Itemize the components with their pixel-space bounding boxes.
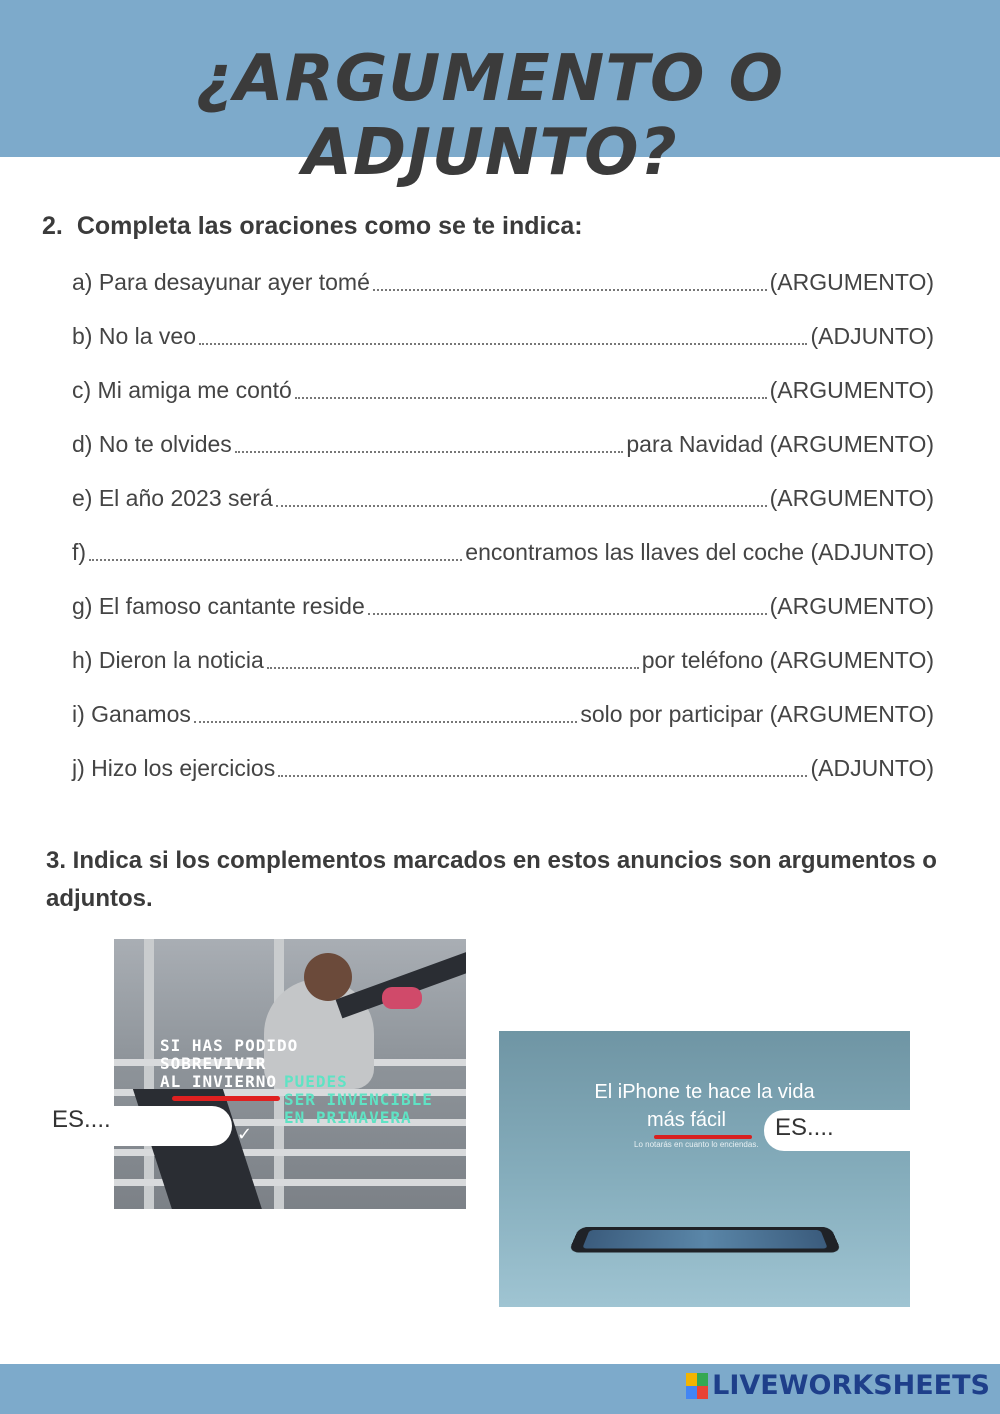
iphone-ad-image (499, 1031, 910, 1307)
answer-blank[interactable] (373, 288, 767, 291)
sentence-start: h) Dieron la noticia (72, 647, 264, 673)
iphone-screen (582, 1230, 828, 1248)
brand-name: LIVEWORKSHEETS (712, 1370, 990, 1401)
question-2-number: 2. (42, 212, 63, 240)
answer-blank[interactable] (194, 720, 578, 723)
nike-teal-text (284, 1073, 433, 1127)
iphone-answer-label: ES.... (775, 1114, 834, 1141)
nike-answer-field[interactable] (104, 1106, 232, 1146)
sentence-item-a (72, 264, 934, 298)
question-2-text: Completa las oraciones como se te indica: (76, 212, 583, 240)
liveworksheets-logo-icon (686, 1373, 708, 1399)
iphone-headline: El iPhone te hace la vida (594, 1081, 815, 1103)
sentence-start: b) No la veo (72, 323, 197, 349)
nike-swoosh-icon: ✓ (237, 1124, 253, 1145)
nike-line: SI HAS PODIDO (160, 1036, 299, 1055)
sentence-end: (ARGUMENTO) (769, 377, 934, 403)
sentence-start: g) El famoso cantante reside (72, 593, 365, 619)
sentence-item-i (72, 696, 934, 730)
answer-blank[interactable] (267, 666, 639, 669)
nike-answer-label: ES.... (52, 1106, 111, 1133)
sentence-item-h (72, 642, 934, 676)
nike-ad-image (114, 939, 466, 1209)
liveworksheets-brand[interactable] (686, 1370, 990, 1401)
iphone-fine-print: Lo notarás en cuanto lo enciendas. (634, 1140, 759, 1149)
sentence-end: (ADJUNTO) (810, 755, 934, 781)
sentence-start: f) (72, 539, 87, 565)
sentence-start: e) El año 2023 será (72, 485, 273, 511)
sentence-end: para Navidad (ARGUMENTO) (626, 431, 934, 457)
sentence-item-g (72, 588, 934, 622)
sentence-item-j (72, 750, 934, 784)
question-2-heading (42, 212, 583, 241)
sentence-item-e (72, 480, 934, 514)
athlete-shoe (382, 987, 422, 1009)
sentence-start: j) Hizo los ejercicios (72, 755, 276, 781)
nike-line: SER INVENCIBLE (284, 1090, 433, 1109)
answer-blank[interactable] (89, 558, 462, 561)
nike-line: EN PRIMAVERA (284, 1108, 412, 1127)
answer-blank[interactable] (295, 396, 767, 399)
nike-line: SOBREVIVIR (160, 1054, 267, 1073)
sentence-start: d) No te olvides (72, 431, 232, 457)
rail-post (144, 939, 154, 1209)
sentence-end: (ARGUMENTO) (769, 593, 934, 619)
sentence-item-b (72, 318, 934, 352)
sentence-end: solo por participar (ARGUMENTO) (580, 701, 934, 727)
sentence-end: encontramos las llaves del coche (ADJUNTO) (465, 539, 934, 565)
marked-complement-underline (172, 1096, 280, 1101)
sentence-item-f (72, 534, 934, 568)
answer-blank[interactable] (235, 450, 624, 453)
nike-line: AL INVIERNO (160, 1072, 277, 1091)
sentence-start: i) Ganamos (72, 701, 191, 727)
sentence-item-d (72, 426, 934, 460)
page-title: ¿ARGUMENTO O ADJUNTO? (195, 42, 785, 190)
sentence-item-c (72, 372, 934, 406)
sentence-end: (ADJUNTO) (810, 323, 934, 349)
sentence-start: c) Mi amiga me contó (72, 377, 292, 403)
answer-blank[interactable] (199, 342, 807, 345)
sentence-end: (ARGUMENTO) (769, 485, 934, 511)
sentence-start: a) Para desayunar ayer tomé (72, 269, 370, 295)
question-3-heading: 3. Indica si los complementos marcados en estos anuncios son argumentos o adjuntos. (46, 847, 937, 912)
athlete-head (304, 953, 352, 1001)
answer-blank[interactable] (368, 612, 767, 615)
sentence-end: (ARGUMENTO) (769, 269, 934, 295)
sentence-end: por teléfono (ARGUMENTO) (641, 647, 934, 673)
marked-complement-underline (654, 1135, 752, 1139)
nike-line: PUEDES (284, 1072, 348, 1091)
iphone-device (568, 1227, 842, 1253)
nike-white-text (160, 1037, 298, 1091)
answer-blank[interactable] (276, 504, 767, 507)
iphone-highlight: más fácil (647, 1109, 726, 1131)
answer-blank[interactable] (278, 774, 807, 777)
